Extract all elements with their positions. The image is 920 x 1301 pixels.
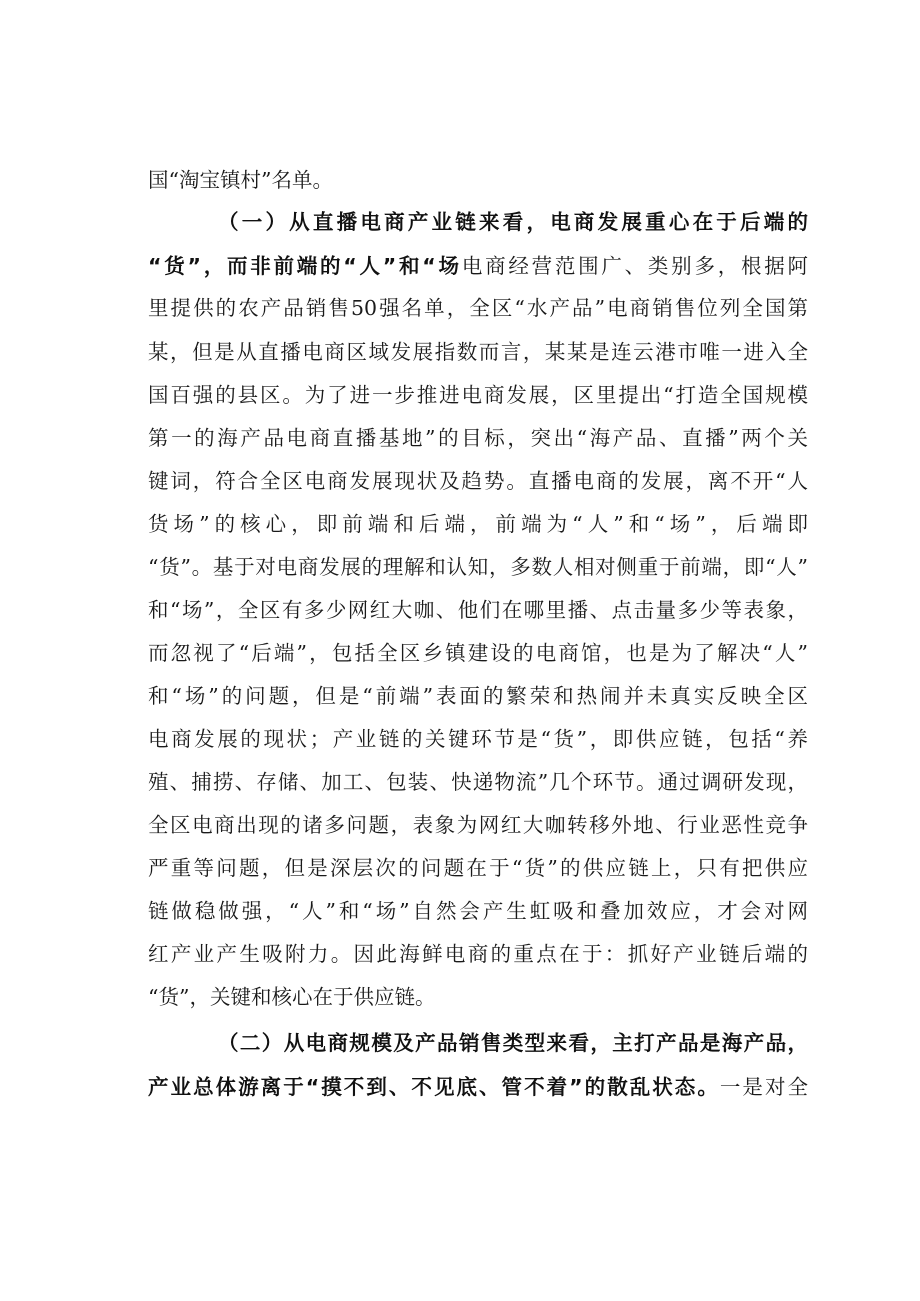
paragraph-line — [148, 294, 808, 322]
section-heading-2 — [218, 1029, 808, 1057]
paragraph-line — [148, 252, 808, 280]
body-text: 国百强的县区。为了进一步推进电商发展，区里提出“打造全国规模 — [148, 383, 808, 407]
body-text: 键词，符合全区电商发展现状及趋势。直播电商的发展，离不开“人 — [148, 469, 808, 493]
paragraph-line — [148, 639, 808, 667]
paragraph-line — [148, 854, 808, 882]
paragraph-line — [148, 510, 808, 538]
body-text: 和“场”，全区有多少网红大咖、他们在哪里播、点击量多少等表象， — [148, 598, 808, 622]
body-text: 里提供的农产品销售50强名单，全区“水产品”电商销售位列全国第 — [148, 296, 808, 320]
body-text: 严重等问题，但是深层次的问题在于“货”的供应链上，只有把供应 — [148, 856, 808, 880]
body-text: “货”，关键和核心在于供应链。 — [148, 985, 436, 1009]
paragraph-line — [148, 768, 808, 796]
body-text: 而忽视了“后端”，包括全区乡镇建设的电商馆，也是为了解决“人” — [148, 641, 808, 665]
paragraph-line — [148, 338, 808, 366]
heading-text: （二）从电商规模及产品销售类型来看，主打产品是海产品， — [218, 1031, 808, 1055]
body-text: 某，但是从直播电商区域发展指数而言，某某是连云港市唯一进入全 — [148, 340, 808, 364]
paragraph-line — [148, 1073, 808, 1101]
paragraph-line — [148, 811, 808, 839]
body-text: 和“场”的问题，但是“前端”表面的繁荣和热闹并未真实反映全区 — [148, 684, 808, 708]
paragraph-line — [148, 381, 808, 409]
paragraph-line — [148, 553, 808, 581]
body-text: 链做稳做强，“人”和“场”自然会产生虹吸和叠加效应，才会对网 — [148, 899, 808, 923]
heading-text: （一）从直播电商产业链来看，电商发展重心在于后端的 — [218, 210, 808, 234]
paragraph-line — [148, 897, 808, 925]
section-heading-1 — [218, 208, 808, 236]
body-text: 全区电商出现的诸多问题，表象为网红大咖转移外地、行业恶性竞争 — [148, 813, 808, 837]
body-text: 货场”的核心，即前端和后端，前端为“人”和“场”，后端即 — [148, 512, 808, 536]
body-text: 电商经营范围广、类别多，根据阿 — [461, 254, 808, 278]
paragraph-line — [148, 940, 808, 968]
heading-text: “货”，而非前端的“人”和“场 — [148, 254, 462, 278]
body-text: 国“淘宝镇村”名单。 — [148, 168, 333, 192]
paragraph-line — [148, 467, 808, 495]
body-text: 殖、捕捞、存储、加工、包装、快递物流”几个环节。通过调研发现， — [148, 770, 808, 794]
paragraph-line — [148, 725, 808, 753]
body-text: 红产业产生吸附力。因此海鲜电商的重点在于：抓好产业链后端的 — [148, 942, 808, 966]
paragraph-line — [148, 424, 808, 452]
body-text: 一是对全 — [719, 1075, 808, 1099]
paragraph-line — [148, 682, 808, 710]
paragraph-line — [148, 983, 808, 1011]
body-text: 第一的海产品电商直播基地”的目标，突出“海产品、直播”两个关 — [148, 426, 808, 450]
paragraph-line — [148, 166, 808, 194]
body-text: “货”。基于对电商发展的理解和认知，多数人相对侧重于前端，即“人” — [148, 555, 808, 579]
heading-text: 产业总体游离于“摸不到、不见底、管不着”的散乱状态。 — [148, 1075, 720, 1099]
body-text: 电商发展的现状；产业链的关键环节是“货”，即供应链，包括“养 — [148, 727, 808, 751]
paragraph-line — [148, 596, 808, 624]
